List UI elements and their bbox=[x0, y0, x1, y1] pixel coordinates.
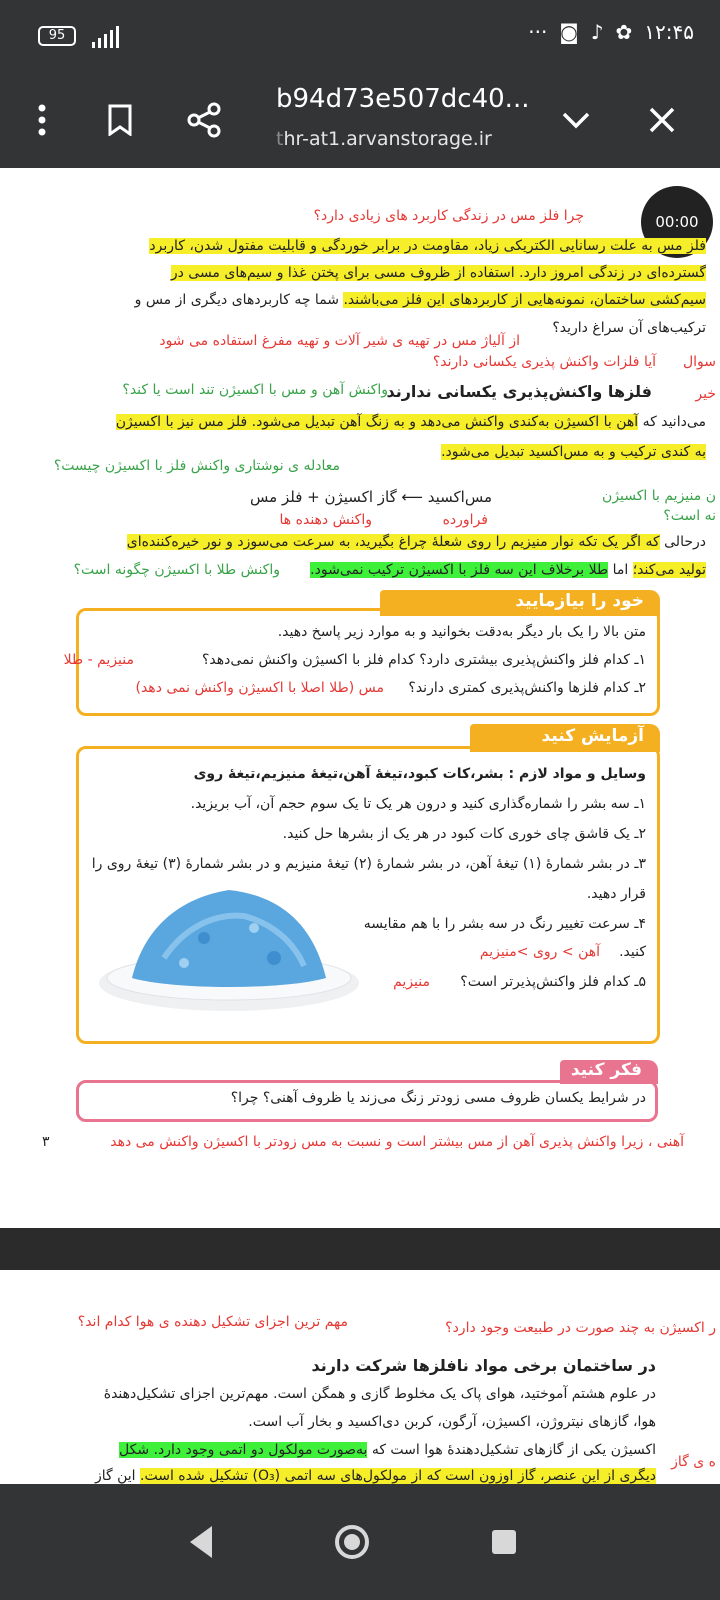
back-icon[interactable] bbox=[178, 1520, 222, 1564]
paragraph-line bbox=[149, 238, 706, 254]
highlight: گسترده‌ای در زندگی امروز دارد. استفاده از ظروف مسی برای پختن غذا و سیم‌های مسی در bbox=[170, 265, 706, 281]
side-note: ن منیزیم با اکسیژن bbox=[602, 488, 716, 504]
box-title: فکر کنید bbox=[570, 1060, 642, 1080]
section-heading: در ساختمان برخی مواد نافلزها شرکت دارند bbox=[311, 1356, 656, 1375]
box-line: قرار دهید. bbox=[586, 886, 646, 902]
more-dots: ··· bbox=[528, 20, 548, 44]
document-page-1[interactable] bbox=[0, 168, 720, 1228]
battery-indicator: 95 bbox=[38, 26, 76, 46]
tiktok-icon: ♪ bbox=[590, 20, 604, 44]
answer-note: آهنی ، زیرا واکنش پذیری آهن از مس بیشتر است و نسبت به مس زودتر با اکسیژن واکنش می دهد bbox=[110, 1134, 684, 1150]
highlight: که اگر یک تکه نوار منیزیم را روی شعلهٔ چراغ بگیرید، به سرعت می‌سوزد و نور خیره‌کننده‌ای bbox=[126, 534, 660, 550]
paragraph-line bbox=[127, 534, 706, 550]
question-note: واکنش آهن و مس با اکسیژن تند است یا کند؟ bbox=[122, 382, 388, 398]
page-url[interactable] bbox=[276, 128, 492, 150]
answer-note: مس (طلا اصلا با اکسیژن واکنش نمی دهد) bbox=[135, 680, 384, 696]
status-right bbox=[528, 20, 694, 44]
box-title: آزمایش کنید bbox=[541, 726, 644, 746]
answer-note: منیزیم - طلا bbox=[63, 652, 134, 668]
text: می‌دانید که bbox=[642, 414, 706, 430]
home-icon[interactable] bbox=[330, 1520, 374, 1564]
text: اکسیژن یکی از گازهای تشکیل‌دهندهٔ هوا است که bbox=[371, 1442, 656, 1458]
box-line: ۱ـ سه بشر را شماره‌گذاری کنید و درون هر یک تا یک سوم حجم آن، آب بریزید. bbox=[190, 796, 646, 812]
box-line: متن بالا را یک بار دیگر به‌دقت بخوانید و به موارد زیر پاسخ دهید. bbox=[277, 624, 646, 640]
page-number: ۳ bbox=[42, 1134, 50, 1150]
equation: مس‌اکسید ⟵ گاز اکسیژن + فلز مس bbox=[250, 488, 492, 506]
question-note: آیا فلزات واکنش پذیری یکسانی دارند؟ bbox=[432, 354, 656, 370]
paragraph-line bbox=[135, 292, 706, 308]
paragraph-line bbox=[95, 1468, 656, 1484]
paragraph-line bbox=[119, 1442, 656, 1458]
equation-label: واکنش دهنده ها bbox=[279, 512, 372, 528]
camera-icon: ◙ bbox=[559, 20, 579, 44]
box-line: ۵ـ کدام فلز واکنش‌پذیرتر است؟ bbox=[460, 974, 646, 990]
recents-icon[interactable] bbox=[482, 1520, 526, 1564]
paragraph-line: هوا، گازهای نیتروژن، اکسیژن، آرگون، کربن دی‌اکسید و بخار آب است. bbox=[248, 1414, 656, 1430]
paragraph-line bbox=[116, 414, 706, 430]
answer-note: از آلیاژ مس در تهیه ی شیر آلات و تهیه مفرغ استفاده می شود bbox=[159, 333, 520, 349]
clock: ۱۲:۴۵ bbox=[644, 20, 694, 44]
highlight-green: طلا برخلاف این سه فلز با اکسیژن ترکیب نمی‌شود. bbox=[310, 562, 609, 578]
browser-toolbar bbox=[0, 72, 720, 168]
box-line: ۱ـ کدام فلز واکنش‌پذیری بیشتری دارد؟ کدام فلز با اکسیژن واکنش نمی‌دهد؟ bbox=[202, 652, 646, 668]
close-icon[interactable] bbox=[640, 98, 684, 142]
paragraph-line bbox=[171, 265, 706, 281]
equation-label: فراورده bbox=[442, 512, 488, 528]
app-icon: ✿ bbox=[615, 20, 633, 44]
question-note: ر اکسیژن به چند صورت در طبیعت وجود دارد؟ bbox=[445, 1320, 716, 1336]
text: این گاز bbox=[94, 1468, 136, 1484]
box-line: ۳ـ در بشر شمارهٔ (۱) تیغهٔ آهن، در بشر شمارهٔ (۲) تیغهٔ منیزیم و در بشر شمارهٔ (۳) تیغهٔ روی را bbox=[91, 856, 646, 872]
page-gap bbox=[0, 1228, 720, 1270]
box-line: کنید. bbox=[619, 944, 646, 960]
box-line: وسایل و مواد لازم : بشر،کات کبود،تیغهٔ آهن،تیغهٔ منیزیم،تیغهٔ روی bbox=[193, 766, 646, 782]
question-note: چرا فلز مس در زندگی کاربرد های زیادی دارد؟ bbox=[313, 208, 584, 224]
box-line: در شرایط یکسان ظروف مسی زودتر زنگ می‌زند یا ظروف آهنی؟ چرا؟ bbox=[230, 1090, 646, 1106]
video-timer[interactable]: 00:00 bbox=[641, 186, 713, 258]
url-prefix: t bbox=[276, 128, 284, 150]
highlight: فلز مس به علت رسانایی الکتریکی زیاد، مقاومت در برابر خوردگی و قابلیت مفتول شدن، کاربرد bbox=[149, 238, 706, 254]
box-line: ۲ـ کدام فلزها واکنش‌پذیری کمتری دارند؟ bbox=[408, 680, 646, 696]
text: درحالی bbox=[664, 534, 706, 550]
signal-icon bbox=[92, 24, 126, 48]
text: اما bbox=[612, 562, 629, 578]
status-bar bbox=[0, 0, 720, 72]
paragraph-line bbox=[441, 444, 706, 460]
highlight: آهن با اکسیژن به‌کندی واکنش می‌دهد و به زنگ آهن تبدیل می‌شود. فلز مس نیز با اکسیژن bbox=[115, 414, 639, 430]
text: شما چه کاربردهای دیگری از مس و bbox=[134, 292, 340, 308]
question-note: مهم ترین اجزای تشکیل دهنده ی هوا کدام اند؟ bbox=[77, 1314, 348, 1330]
text: ترکیب‌های آن سراغ دارید؟ bbox=[552, 320, 706, 336]
highlight: دیگری از این عنصر، گاز اوزون است که از مولکول‌های سه اتمی (O₃) تشکیل شده است. bbox=[140, 1468, 656, 1484]
side-note: نه است؟ bbox=[663, 508, 716, 524]
url-text: hr-at1.arvanstorage.ir bbox=[283, 128, 492, 150]
highlight: تولید می‌کند؛ bbox=[632, 562, 706, 578]
question-note: واکنش طلا با اکسیژن چگونه است؟ bbox=[73, 562, 280, 578]
paragraph-line bbox=[310, 562, 706, 578]
highlight-green: به‌صورت مولکول دو اتمی وجود دارد. شکل bbox=[119, 1442, 368, 1458]
side-note: سوال bbox=[682, 354, 716, 370]
question-note: معادله ی نوشتاری واکنش فلز با اکسیژن چیست؟ bbox=[53, 458, 340, 474]
menu-icon[interactable] bbox=[20, 98, 64, 142]
box-line: ۲ـ یک قاشق چای خوری کات کبود در هر یک از بشرها حل کنید. bbox=[282, 826, 646, 842]
navigation-bar bbox=[0, 1484, 720, 1600]
copper-sulfate-image bbox=[94, 858, 364, 1018]
box-line: ۴ـ سرعت تغییر رنگ در سه بشر را با هم مقایسه bbox=[363, 916, 646, 932]
answer-note: منیزیم bbox=[393, 974, 430, 990]
answer-note: خیر bbox=[695, 386, 716, 402]
chevron-down-icon[interactable] bbox=[554, 98, 598, 142]
answer-note: آهن > روی >منیزیم bbox=[479, 944, 600, 960]
box-title: خود را بیازمایید bbox=[515, 591, 644, 611]
highlight: به کندی ترکیب و به مس‌اکسید تبدیل می‌شود. bbox=[441, 444, 706, 460]
page-title: b94d73e507dc40... bbox=[276, 84, 530, 114]
bookmark-icon[interactable] bbox=[98, 98, 142, 142]
paragraph-line: در علوم هشتم آموختید، هوای پاک یک مخلوط گازی و همگن است. مهم‌ترین اجزای تشکیل‌دهندهٔ bbox=[103, 1386, 656, 1402]
side-note: ه ی گاز bbox=[671, 1454, 716, 1470]
highlight: سیم‌کشی ساختمان، نمونه‌هایی از کاربردهای این فلز می‌باشند. bbox=[343, 292, 706, 308]
paragraph-line bbox=[552, 320, 706, 336]
share-icon[interactable] bbox=[182, 98, 226, 142]
document-page-2[interactable] bbox=[0, 1270, 720, 1484]
section-heading: فلزها واکنش‌پذیری یکسانی ندارند bbox=[386, 382, 652, 401]
